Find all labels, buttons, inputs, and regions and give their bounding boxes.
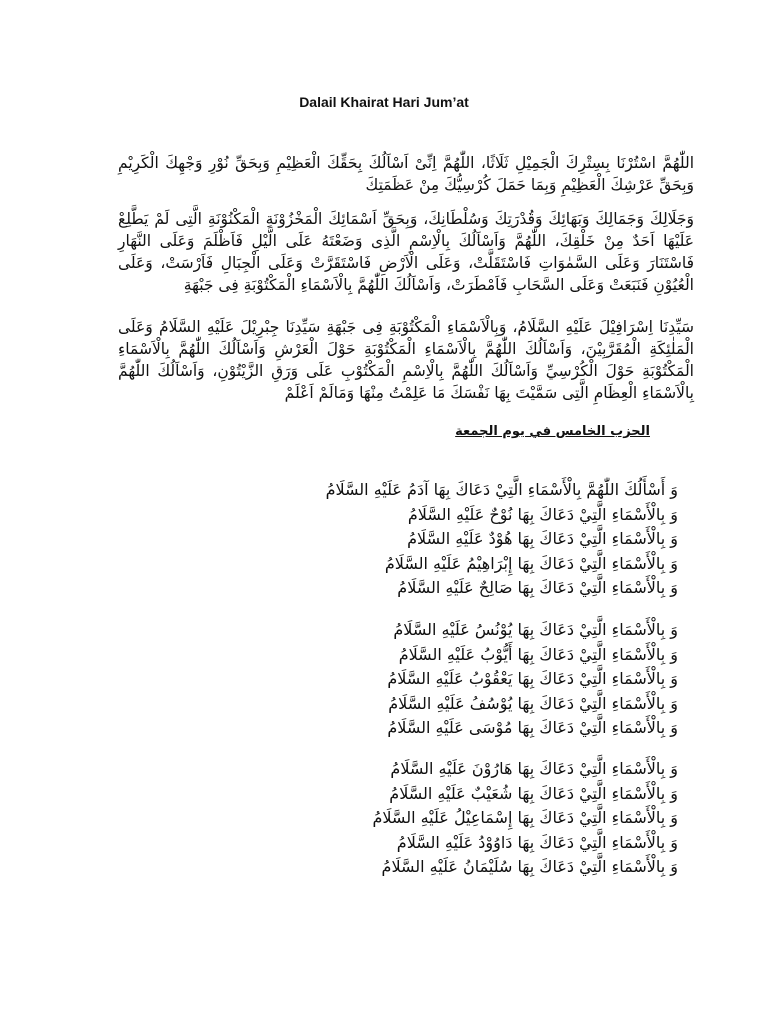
verse-line: وَ أَسْأَلُكَ اللّٰهُمَّ بِالْأَسْمَاءِ الَّتِيْ دَعَاكَ بِهَا آدَمُ عَلَيْهِ السَّلَامُ — [325, 480, 678, 499]
verse-line: وَ بِالْأَسْمَاءِ الَّتِيْ دَعَاكَ بِهَا هَارُوْنَ عَلَيْهِ السَّلَامُ — [390, 759, 678, 778]
verse-line: وَ بِالْأَسْمَاءِ الَّتِيْ دَعَاكَ بِهَا يُوْسُفُ عَلَيْهِ السَّلَامُ — [388, 693, 678, 713]
verse-line: وَ بِالْأَسْمَاءِ الَّتِيْ دَعَاكَ بِهَا سُلَيْمَانُ عَلَيْهِ السَّلَامُ — [381, 857, 678, 876]
verse-line: وَ بِالْأَسْمَاءِ الَّتِيْ دَعَاكَ بِهَا دَاوُوْدُ عَلَيْهِ السَّلَامُ — [396, 832, 678, 852]
verse-line: وَ بِالْأَسْمَاءِ الَّتِيْ دَعَاكَ بِهَا أَيُّوْبُ عَلَيْهِ السَّلَامُ — [398, 644, 678, 664]
prayer-paragraph-1: اللّٰهُمَّ اسْتُرْنَا بِسِتْرِكَ الْجَمِيْلِ ثَلَاثًا، اللّٰهُمَّ اِنِّىْ اَسْاَلُكَ بِحَقِّكَ الْعَظِيْمِ وَبِحَقِّ نُوْرِ وَجْهِكَ الْكَرِيْمِ وَبِحَقِّ عَرْشِكَ الْعَظِيْمِ وَبِمَا حَمَلَ كُرْسِيُّكَ مِنْ عَظَمَتِكَ — [118, 154, 694, 194]
verse-line: وَ بِالْأَسْمَاءِ الَّتِيْ دَعَاكَ بِهَا مُوْسَى عَلَيْهِ السَّلَامُ — [387, 718, 678, 737]
verse-line: وَ بِالْأَسْمَاءِ الَّتِيْ دَعَاكَ بِهَا شُعَيْبٌ عَلَيْهِ السَّلَامُ — [389, 783, 678, 803]
prayer-paragraph-2: وَجَلَالِكَ وَجَمَالِكَ وَبَهَائِكَ وَقُدْرَتِكَ وَسُلْطَانِكَ، وَبِحَقِّ اَسْمَائِكَ الْمَخْزُوْنَةِ الْمَكْنُوْنَةِ الَّتِى لَمْ يَطَّلِعْ عَلَيْهَا اَحَدٌ مِنْ خَلْقِكَ، اللّٰهُمَّ وَاَسْاَلُكَ بِالْاِسْمِ الَّذِى وَضَعْتَهُ عَلَى الَّيْلِ فَاَظْلَمَ وَعَلَى النَّهَارِ فَاسْتَنَارَ وَعَلَى السَّمٰوَاتِ فَاسْتَقَلَّتْ، وَعَلَى الْاَرْضِ فَاسْتَقَرَّتْ وَعَلَى الْجِبَالِ فَاَرْسَتْ، وَعَلَى الْعُيُوْنِ فَنَبَعَتْ وَعَلَى السَّحَابِ فَاَمْطَرَتْ، وَاَسْاَلُكَ اللّٰهُمَّ بِالْاَسْمَاءِ الْمَكْتُوْبَةِ فِى جَبْهَةِ — [118, 210, 694, 294]
verse-line: وَ بِالْأَسْمَاءِ الَّتِيْ دَعَاكَ بِهَا يُوْنُسُ عَلَيْهِ السَّلَامُ — [393, 620, 678, 639]
verse-stanza-3 — [372, 757, 678, 880]
prayer-paragraph-3: سَيِّدِنَا اِسْرَافِيْلَ عَلَيْهِ السَّلَامُ، وَبِالْاَسْمَاءِ الْمَكْتُوْبَةِ فِى جَبْهَةِ سَيِّدِنَا جِبْرِيْلَ عَلَيْهِ السَّلَامُ وَعَلَى الْمَلٰئِكَةِ الْمُقَرَّبِيْنَ، وَاَسْاَلُكَ اللّٰهُمَّ بِالْاَسْمَاءِ الْمَكْتُوْبَةِ حَوْلَ الْعَرْشِ وَاَسْاَلُكَ اللّٰهُمَّ بِالْاَسْمَاءِ الْمَكْتُوْبَةِ حَوْلَ الْكُرْسِيِّ وَاَسْاَلُكَ اللّٰهُمَّ بِالْاِسْمِ الْمَكْتُوْبِ عَلَى وَرَقِ الزَّيْتُوْنِ، وَاَسْاَلُكَ اللّٰهُمَّ بِالْاَسْمَاءِ الْعِظَامِ الَّتِى سَمَّيْتَ بِهَا نَفْسَكَ مَا عَلِمْتُ مِنْهَا وَمَالَمْ اَعْلَمْ — [118, 318, 694, 402]
verse-line: وَ بِالْأَسْمَاءِ الَّتِيْ دَعَاكَ بِهَا يَعْقُوْبُ عَلَيْهِ السَّلَامُ — [387, 669, 678, 688]
verse-line: وَ بِالْأَسْمَاءِ الَّتِيْ دَعَاكَ بِهَا صَالِحٌ عَلَيْهِ السَّلَامُ — [397, 578, 678, 597]
verse-stanza-2 — [387, 618, 678, 741]
section-heading: الحزب الخامس في يوم الجمعة — [455, 424, 650, 439]
verse-stanza-1 — [326, 478, 678, 601]
document-title: Dalail Khairat Hari Jum’at — [299, 94, 469, 110]
verse-line: وَ بِالْأَسْمَاءِ الَّتِيْ دَعَاكَ بِهَا إِبْرَاهِيْمُ عَلَيْهِ السَّلَامُ — [384, 553, 678, 573]
verse-line: وَ بِالْأَسْمَاءِ الَّتِيْ دَعَاكَ بِهَا نُوْحٌ عَلَيْهِ السَّلَامُ — [407, 504, 678, 524]
verse-line: وَ بِالْأَسْمَاءِ الَّتِيْ دَعَاكَ بِهَا هُوْدٌ عَلَيْهِ السَّلَامُ — [407, 529, 678, 548]
verse-line: وَ بِالْأَسْمَاءِ الَّتِيْ دَعَاكَ بِهَا إِسْمَاعِيْلُ عَلَيْهِ السَّلَامُ — [372, 808, 678, 827]
